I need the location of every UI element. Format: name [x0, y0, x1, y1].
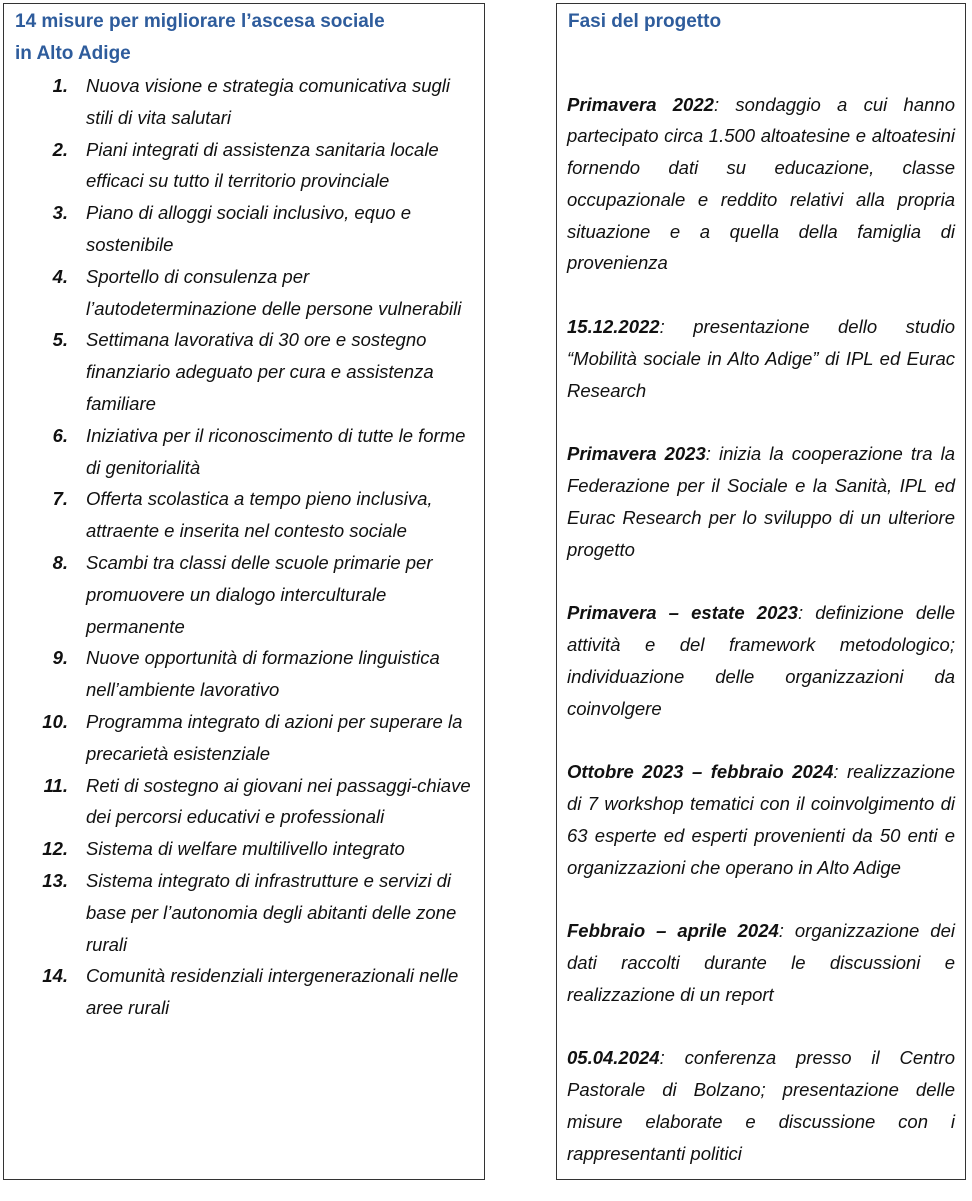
- phase-item: [567, 1042, 955, 1169]
- measure-number: 6.: [52, 424, 68, 446]
- measure-number: 4.: [52, 265, 68, 287]
- measure-text: Sportello di consulenza per l’autodeterminazione delle persone vulnerabili: [86, 265, 462, 319]
- measure-number: 9.: [52, 647, 68, 669]
- measure-number: 2.: [52, 138, 68, 160]
- measure-item: [4, 261, 486, 325]
- phase-item: [567, 915, 955, 1010]
- measure-text: Settimana lavorativa di 30 ore e sostegno finanziario adeguato per cura e assistenza familiare: [86, 329, 434, 414]
- measure-text: Reti di sostegno ai giovani nei passaggi-chiave dei percorsi educativi e professionali: [86, 774, 471, 828]
- measure-text: Nuova visione e strategia comunicativa sugli stili di vita salutari: [86, 75, 451, 128]
- measure-text: Piani integrati di assistenza sanitaria locale efficaci su tutto il territorio provinciale: [86, 138, 439, 192]
- phase-item: [567, 311, 955, 406]
- phase-date: 15.12.2022: [567, 316, 660, 338]
- measure-item: [4, 420, 486, 484]
- phase-text: : realizzazione di 7 workshop tematici con il coinvolgimento di 63 esperte ed esperti provenienti da 50 enti e organizzazioni che operano in Alto Adige: [567, 761, 955, 878]
- measure-text: Programma integrato di azioni per superare la precarietà esistenziale: [86, 710, 463, 764]
- phase-date: Primavera 2023: [567, 443, 706, 465]
- phases-heading: Fasi del progetto: [568, 11, 722, 32]
- measure-item: [4, 483, 486, 547]
- phase-date: Febbraio – aprile 2024: [567, 920, 779, 942]
- phase-text: : definizione delle attività e del framework metodologico; individuazione delle organizzazioni da coinvolgere: [567, 602, 955, 719]
- measure-number: 3.: [52, 202, 68, 224]
- measure-text: Nuove opportunità di formazione linguistica nell’ambiente lavorativo: [86, 647, 440, 701]
- phase-text: : organizzazione dei dati raccolti durante le discussioni e realizzazione di un report: [567, 920, 955, 1005]
- measure-number: 8.: [52, 551, 68, 573]
- measure-item: [4, 134, 486, 198]
- phase-date: Ottobre 2023 – febbraio 2024: [567, 761, 834, 783]
- measure-number: 5.: [52, 329, 68, 351]
- measures-panel: [3, 3, 485, 1180]
- measure-number: 11.: [43, 774, 68, 796]
- measures-heading-line-1: 14 misure per migliorare l’ascesa sociale: [15, 11, 385, 32]
- measure-text: Sistema di welfare multilivello integrato: [86, 838, 405, 860]
- phase-text: : inizia la cooperazione tra la Federazione per il Sociale e la Sanità, IPL ed Eurac Research per lo sviluppo di un ulteriore progetto: [567, 443, 956, 560]
- measure-number: 14.: [42, 965, 68, 987]
- measure-number: 1.: [52, 75, 68, 96]
- phase-item: [567, 597, 955, 724]
- measure-text: Sistema integrato di infrastrutture e servizi di base per l’autonomia degli abitanti delle zone rurali: [86, 869, 457, 955]
- measure-item: [4, 833, 486, 865]
- measures-heading: [15, 6, 455, 70]
- phase-text: : sondaggio a cui hanno partecipato circa 1.500 altoatesine e altoatesini fornendo dati su educazione, classe occupazionale e reddito relativi alla propria situazione e a quella della famiglia di provenienza: [567, 93, 956, 274]
- phase-text: : presentazione dello studio “Mobilità sociale in Alto Adige” di IPL ed Eurac Research: [567, 316, 955, 401]
- phases-list: [567, 70, 955, 1201]
- phase-date: Primavera 2022: [567, 93, 714, 115]
- phase-item: [567, 89, 955, 280]
- phase-date: 05.04.2024: [567, 1047, 660, 1069]
- measure-item: [4, 770, 486, 834]
- measure-number: 7.: [52, 488, 68, 510]
- measure-item: [4, 706, 486, 770]
- measure-item: [4, 642, 486, 706]
- measure-number: 12.: [42, 838, 68, 860]
- measure-item: [4, 547, 486, 642]
- measure-text: Iniziativa per il riconoscimento di tutte le forme di genitorialità: [86, 424, 466, 478]
- measures-list: [4, 70, 486, 1024]
- measure-text: Scambi tra classi delle scuole primarie per promuovere un dialogo interculturale permanente: [86, 551, 433, 637]
- measure-item: [4, 960, 486, 1024]
- measure-item: [4, 324, 486, 419]
- measure-text: Offerta scolastica a tempo pieno inclusiva, attraente e inserita nel contesto sociale: [86, 488, 433, 542]
- phase-text: : conferenza presso il Centro Pastorale di Bolzano; presentazione delle misure elaborate e discussione con i rappresentanti politici: [567, 1047, 955, 1164]
- measure-number: 10.: [42, 710, 68, 732]
- measure-item: [4, 70, 486, 134]
- measure-text: Piano di alloggi sociali inclusivo, equo e sostenibile: [86, 202, 411, 255]
- measure-text: Comunità residenziali intergenerazionali nelle aree rurali: [86, 965, 459, 1019]
- measure-item: [4, 197, 486, 261]
- phase-item: [567, 438, 955, 565]
- phases-panel: [556, 3, 966, 1180]
- phase-date: Primavera – estate 2023: [567, 602, 798, 624]
- phase-item: [567, 756, 955, 883]
- measures-heading-line-2: in Alto Adige: [15, 43, 131, 64]
- measure-number: 13.: [42, 869, 68, 891]
- measure-item: [4, 865, 486, 960]
